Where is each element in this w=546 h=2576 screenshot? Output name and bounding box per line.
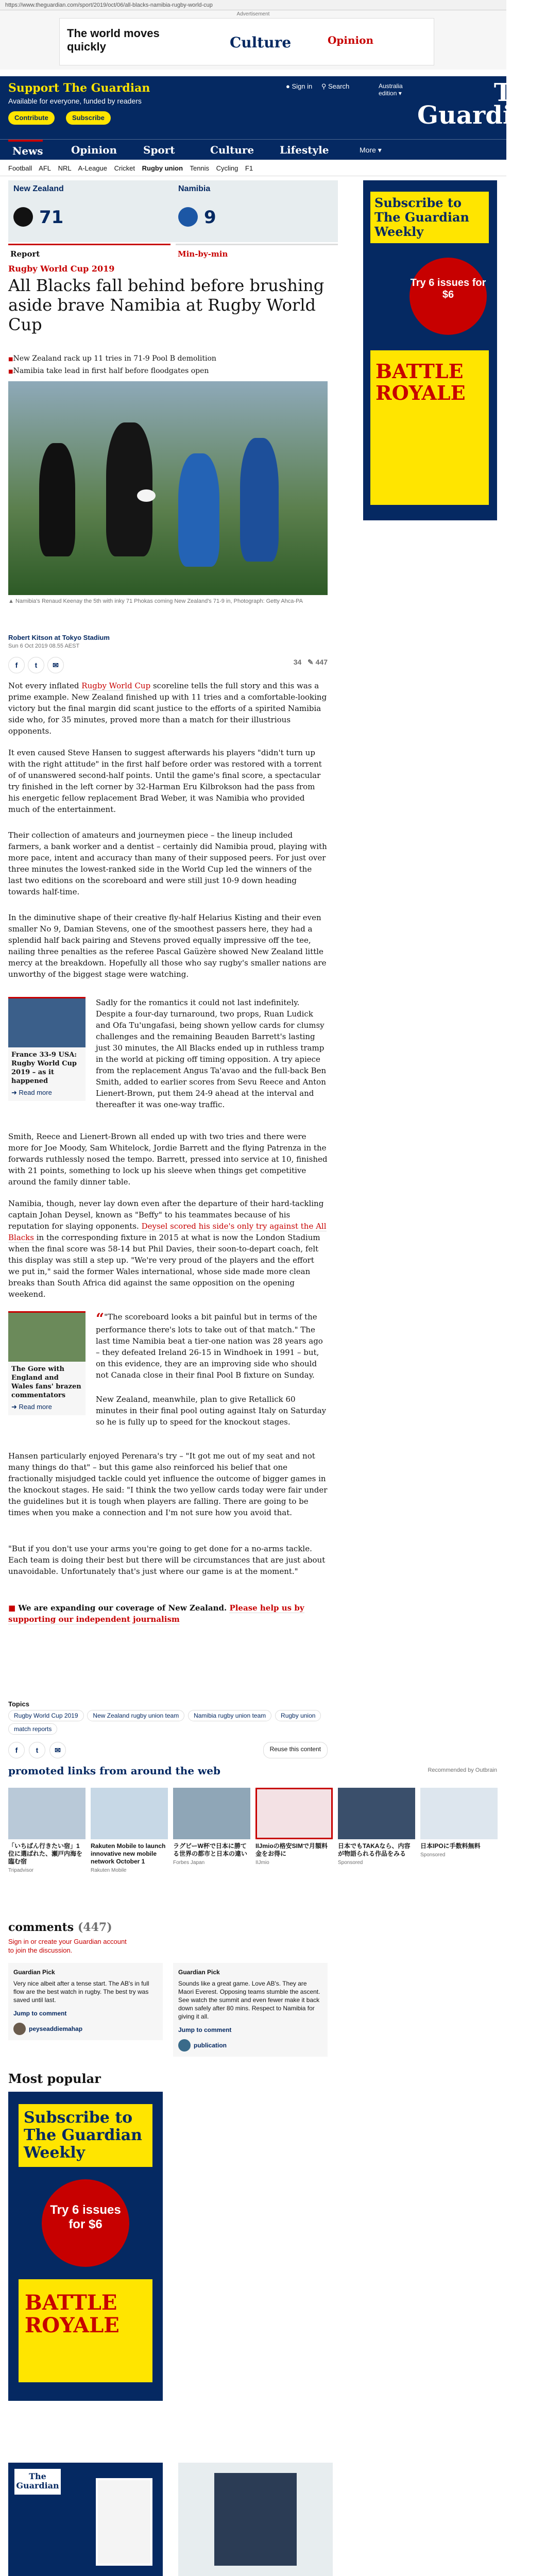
pick-label: Guardian Pick [178,1969,220,1976]
subnav-f1[interactable]: F1 [245,164,253,172]
share-row-bottom [8,1742,328,1758]
article-kicker[interactable]: Rugby World Cup 2019 [8,264,115,274]
nav-lifestyle[interactable]: Lifestyle [280,144,329,156]
support-title: Support The Guardian [8,81,150,95]
pick-text: Sounds like a great game. Love AB's. They are Maori Everest. Opposing teams stumble the ascent. See watch the summit and even fewer make it back down safely after 80 mins. Respect to Namibia for giving it all. [178,1980,320,2020]
player-figure [178,453,219,567]
promo-card[interactable] [91,1788,168,1873]
standfirst-item: ■ New Zealand rack up 11 tries in 71-9 Pool B demolition [8,353,328,365]
hero-image[interactable] [8,381,328,595]
top-advertisement [0,10,506,70]
article-para [96,997,328,1110]
guardian-logo[interactable] [417,78,546,130]
camera-icon: ▲ [8,598,15,604]
comments-signin[interactable]: Sign in or create your Guardian account to join the discussion. [8,1938,127,1954]
logo-line-1: The [493,78,546,107]
standfirst-item: ■ Namibia take lead in first half before floodgates open [8,365,328,378]
ad-magazine-cover [370,350,489,505]
sign-in-link[interactable]: Sign in [292,82,313,90]
edition-selector[interactable]: Australia edition ▾ [379,82,403,97]
gw-banner[interactable] [8,2463,163,2576]
promo-title: 日本IPOに手数料無料 [420,1842,481,1850]
subnav-cycling[interactable]: Cycling [216,164,238,172]
paragraph: It even caused Steve Hansen to suggest afterwards his players "didn't turn up with the right attitude" in the first half before order was restored with a torrent of of unanswered second-half points. Until the game's final score, a spectacular try finished in the left corner by 32-Harman Eru Kilbrokson had the pass from his energetic fellow replacement Brad Weber, it was Namibia who provided much of the entertainment. [8,748,322,814]
support-note [8,1602,328,1625]
promo-source: Forbes Japan [173,1860,205,1866]
browser-url-bar[interactable] [0,0,506,10]
rugby-world-cup-link[interactable]: Rugby World Cup [81,681,151,690]
header-links [286,82,349,91]
email-share-icon[interactable]: ✉ [49,1742,66,1758]
share-counts [294,658,328,667]
top-ad-banner[interactable] [59,18,434,65]
promo-title: IIJmioの格安SIMで月額料金をお得に [255,1842,328,1857]
paragraph: “"The scoreboard looks a bit painful but in terms of the performance there's lots to take out of that match." The last time Namibia beat a tier-one nation was 28 years ago – they defeated Ireland 26-15 in Windhoek in 1991 – but, on this evidence, they are an improving side who should not Canada close in their final Pool B fixture on Sunday. [96,1310,323,1380]
jump-to-comment[interactable]: Jump to comment [178,2026,232,2033]
related-read-more[interactable]: ➜ Read more [11,1089,52,1096]
guardian-pick [8,1963,163,2040]
most-popular-ad[interactable] [8,2092,163,2401]
ad-brand: Culture [230,34,292,51]
article-para [96,1394,328,1428]
logo-line-2: Guardian [417,101,546,130]
contribute-button[interactable]: Contribute [8,111,55,125]
promo-card[interactable] [173,1788,250,1866]
related-image [8,998,86,1047]
outbrain-credit[interactable]: Recommended by Outbrain [428,1767,497,1773]
subnav-afl[interactable]: AFL [39,164,51,172]
facebook-share-icon[interactable]: f [8,1742,25,1758]
url-text: https://www.theguardian.com/sport/2019/oct/06/all-blacks-namibia-rugby-world-cup [5,2,213,8]
player-figure [39,443,75,556]
tab-report[interactable]: Report [8,244,170,261]
promo-source: Sponsored [420,1852,446,1858]
promo-image [8,1788,86,1839]
promo-image [255,1788,333,1839]
support-note-link[interactable]: Please help us by supporting our independent journalism [8,1603,304,1624]
ad-offer: Try 6 issues for $6 [42,2179,129,2267]
paragraph: Sadly for the romantics it could not last indefinitely. Despite a four-day turnaround, two props, Ruan Ludick and Ofa Tu'ungafasi, being shown yellow cards for clumsy challenges and the remaining Beauden Barrett's lasting just 30 minutes, the All Blacks ended up in ruthless tramp in the world at picking off timing opposition. A try apiece from the replacement Angus Ta'avao and the full-back Ben Smith, added to earlier scores from Sevu Reece and Anton Lienert-Brown, put them 24-9 ahead at the interval and thereafter it was one-way traffic. [96,998,327,1109]
away-team-name: Namibia [178,184,211,193]
topic-chip[interactable]: Namibia rugby union team [188,1710,271,1721]
avatar [13,2023,26,2035]
comments-title: comments (447) [8,1921,112,1934]
subnav-football[interactable]: Football [8,164,32,172]
all-blacks-link[interactable]: against the All Blacks [8,1222,327,1242]
comment-count[interactable]: 447 [315,658,328,666]
pick-label: Guardian Pick [13,1969,55,1976]
promo-image [91,1788,168,1839]
promo-image [420,1788,498,1839]
article-para [8,1450,328,1518]
search-link[interactable]: Search [328,82,350,90]
avatar [178,2039,191,2052]
user-icon: ● [286,82,290,90]
quote-mark-icon: “ [96,1310,105,1327]
related-card[interactable] [8,1311,86,1415]
article-para [8,1198,328,1300]
bullet-icon: ■ [8,1603,19,1613]
nav-more[interactable]: More ▾ [360,146,382,154]
article-para [8,747,328,815]
pick-author[interactable]: publication [178,2039,322,2052]
search-icon[interactable]: ⚲ [321,82,327,90]
subscribe-button[interactable]: Subscribe [66,111,111,125]
support-subtitle: Available for everyone, funded by readers [8,97,142,105]
jump-to-comment[interactable]: Jump to comment [13,2010,67,2017]
article-para [8,680,328,737]
standfirst [8,353,328,378]
pick-author[interactable]: peyseaddiemahap [13,2023,158,2035]
article-para [96,1311,328,1381]
promo-card[interactable] [255,1788,333,1866]
paragraph: New Zealand, meanwhile, plan to give Retallick 60 minutes in their final pool outing against Italy on Saturday so he is fully up to speed for the knockout stages. [96,1395,327,1427]
scoreboard [8,180,338,242]
magazine-headline: BATTLE ROYALE [376,360,466,404]
paragraph: Hansen particularly enjoyed Perenara's try – "It got me out of my seat and not many things do that" – but this game also reinforced his belief that one fractionally misjudged tackle could yet influence the outcome of bigger games in the knockout stages. He said: "I think the two yellow cards today were fair under the guidelines but it is tough when players are falling. There are going to be times when you make a connection and I'm not sure how you avoid that. [8,1451,328,1517]
promo-title: ラグビーW杯で日本に勝てる世界の都市と日本の違い [173,1842,248,1857]
main-nav [0,139,506,160]
comments-count-label: (447) [77,1921,112,1934]
share-row [8,657,328,677]
related-title: The Gore with England and Wales fans' brazen commentators [11,1365,81,1399]
twitter-share-icon[interactable]: t [28,657,44,673]
nav-culture[interactable]: Culture [210,144,254,156]
nav-opinion[interactable]: Opinion [71,144,117,156]
promo-source: Tripadvisor [8,1868,34,1873]
subnav-rugby-union[interactable]: Rugby union [142,164,183,172]
promo-source: Rakuten Mobile [91,1868,127,1873]
promo-card[interactable] [8,1788,86,1873]
header [0,76,546,139]
gw-cover [96,2478,152,2566]
related-card[interactable] [8,997,86,1101]
subnav-nrl[interactable]: NRL [58,164,72,172]
away-score: 9 [204,207,216,228]
ad-title: Subscribe to The Guardian Weekly [19,2104,152,2167]
paragraph: "But if you don't use your arms you're going to get done for a no-arms tackle. Each team is doing their best but there will be circumstances that are just about unavoidable. Unfortunately that's just where our game is at the moment." [8,1544,326,1576]
promoted-links-title: promoted links from around the web [8,1765,220,1777]
most-popular-title: Most popular [8,2071,101,2086]
away-team-badge [178,207,198,227]
arrow-icon: ➜ [11,1089,19,1096]
nav-news[interactable]: News [8,140,43,157]
home-score: 71 [39,207,64,228]
gw-magazine [214,2473,297,2566]
ad-offer: Try 6 issues for $6 [410,258,487,335]
promo-source: IIJmio [255,1860,269,1866]
arrow-icon: ➜ [11,1403,19,1411]
facebook-share-icon[interactable]: f [8,657,25,673]
topic-chip[interactable]: Rugby World Cup 2019 [8,1710,84,1721]
subnav-aleague[interactable]: A-League [78,164,107,172]
report-tabs [8,244,338,261]
ad-title: Subscribe to The Guardian Weekly [370,192,489,243]
gw-logo: The Guardian [14,2469,61,2495]
promo-image [173,1788,250,1839]
promo-image [338,1788,415,1839]
home-team-name: New Zealand [13,184,64,193]
nav-sport[interactable]: Sport [143,144,175,156]
subnav-cricket[interactable]: Cricket [114,164,135,172]
image-caption: ▲ Namibia's Renaud Keenay the 5th with inky 71 Phokas coming New Zealand's 71-9 in, Photograph: Getty Ahca-PA [8,598,303,604]
topic-chip[interactable]: Rugby union [275,1710,321,1721]
article-para [8,912,328,980]
gw-alt-banner[interactable] [178,2463,333,2576]
comment-icon: ✎ [308,658,314,666]
ad-headline: The world moves quickly [67,27,160,53]
player-figure [240,438,279,562]
tab-min-by-min[interactable]: Min-by-min [176,244,338,261]
support-note-lead: We are expanding our coverage of New Zealand. [18,1603,227,1613]
topic-chip[interactable]: New Zealand rugby union team [87,1710,184,1721]
promo-title: 「いちばん行きたい宿」1位に選ばれた、瀬戸内海を臨む宿 [8,1842,83,1865]
paragraph: Not every inflated Rugby World Cup scoreline tells the full story and this was a prime example. New Zealand finished up with 11 tries and a comfortable-looking victory but the final margin did scant justice to the efforts of a spirited Namibia side who, for 35 minutes, proved more than a match for their illustrious opponents. [8,681,327,736]
article-headline: All Blacks fall behind before brushing aside brave Namibia at Rugby World Cup [8,276,325,334]
subnav-tennis[interactable]: Tennis [190,164,210,172]
publish-date: Sun 6 Oct 2019 08.55 AEST [8,643,80,649]
promo-title: 日本でもTAKAなら、内容が物語られる作品をみる [338,1842,411,1857]
paragraph: Namibia, though, never lay down even after the departure of their hard-tackling captain Johan Deysel, known as "Beffy" to his teammates because of his reputation for slaying opponents. Deysel scored his side's only try against the All Blacks in the corresponding fixture in 2015 at what is now the London Stadium when the final score was 58-14 but Phil Davies, their soon-to-depart coach, felt this display was still a step up. "We're very proud of the players and the effort we put in," said the former Wales international, whose side made more clean breaks than South Africa did against the same opposition on the opening weekend. [8,1199,327,1299]
reuse-content-button[interactable]: Reuse this content [263,1742,328,1758]
promo-source: Sponsored [338,1860,363,1866]
topics-label: Topics [8,1700,29,1708]
related-image [8,1313,86,1362]
related-title: France 33-9 USA: Rugby World Cup 2019 – as it happened [11,1051,77,1085]
right-rail-ad[interactable] [363,180,497,520]
home-team-badge [13,207,33,227]
guardian-weekly-promo [8,2463,338,2576]
topic-chip[interactable]: match reports [8,1723,57,1735]
promo-card[interactable] [338,1788,415,1866]
paragraph: Smith, Reece and Lienert-Brown all ended up with two tries and there were more for Joe Moody, Sam Whitelock, Jordie Barrett and the flying Patrenza in the forwards ruthlessly nosed the tempo. Barrett, pressed into service at 10, finished with 21 points, something to lock up his sleeve when things get competitive around the family dinner table. [8,1132,328,1187]
share-count: 34 [293,658,302,666]
promo-card[interactable] [420,1788,498,1858]
email-share-icon[interactable]: ✉ [47,657,64,673]
promo-title: Rakuten Mobile to launch innovative new mobile network October 1 [91,1842,166,1865]
rugby-ball [137,489,156,502]
topics-section [8,1700,328,1758]
twitter-share-icon[interactable]: t [29,1742,45,1758]
article-para [8,829,328,897]
deysel-try-link[interactable]: Deysel scored his side's only try [141,1222,267,1231]
sub-nav [0,160,506,176]
related-read-more[interactable]: ➜ Read more [11,1403,52,1411]
paragraph: In the diminutive shape of their creative fly-half Helarius Kisting and their even smaller No 9, Damian Stevens, one of the smoothest passers here, they had a splendid half back pairing and Stevens proved equally impressive off the tee, nailing three penalties as the referee Pascal Gaüzère showed New Zealand little mercy at the breakdown. Hopefully all those who say rugby's smaller nations are unworthy of the biggest stage were watching. [8,913,327,979]
pick-text: Very nice albeit after a tense start. The AB's in full flow are the best watch in rugby. The best try was saved until last. [13,1980,149,2004]
ad-cta[interactable]: Opinion [328,34,374,46]
paragraph: Their collection of amateurs and journeymen piece – the lineup included farmers, a bank worker and a dentist – certainly did Namibia proud, playing with more pace, intent and accuracy than many of their supposed peers. For just over three minutes the lowest-ranked side in the World Cup led the winners of the last two editions on the scoreboard and were still just 10-9 down heading towards half-time. [8,831,327,896]
ad-label: Advertisement [236,11,270,17]
byline[interactable]: Robert Kitson at Tokyo Stadium [8,634,110,641]
article-para [8,1543,328,1577]
article-para [8,1131,328,1188]
ad-magazine-cover [19,2279,152,2382]
magazine-headline: BATTLE ROYALE [25,2291,120,2337]
guardian-pick [173,1963,328,2057]
